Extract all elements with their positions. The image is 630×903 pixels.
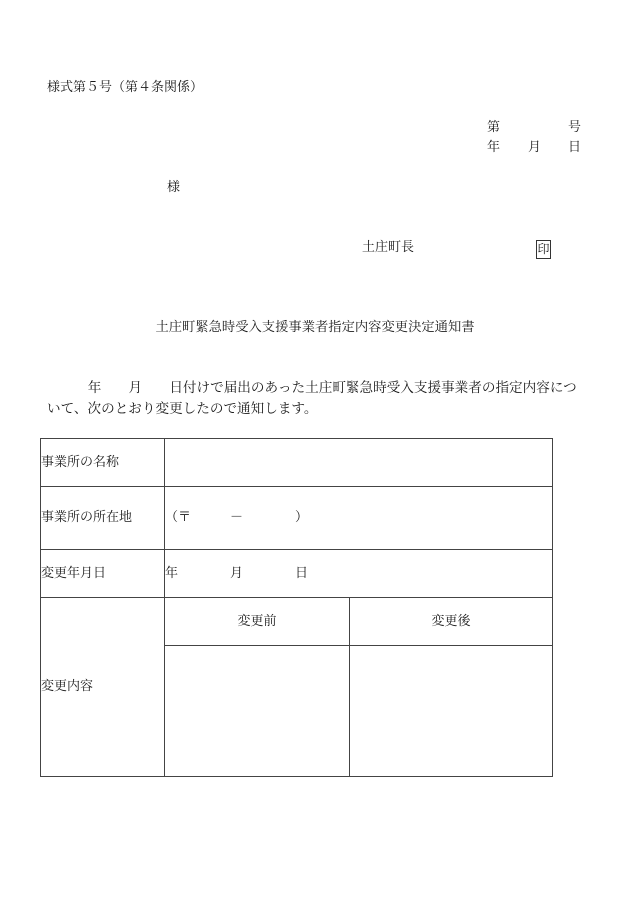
table-row-change-date — [41, 550, 553, 598]
business-address-label: 事業所の所在地 — [41, 487, 165, 550]
issuer-title: 土庄町長 — [362, 240, 415, 255]
change-after-value — [350, 646, 553, 777]
business-name-value — [165, 439, 553, 487]
issue-date-month: 月 — [528, 140, 542, 155]
change-details-label: 変更内容 — [41, 598, 165, 777]
table-row-change-details-header — [41, 598, 553, 646]
body-text-line-2: いて、次のとおり変更したので通知します。 — [47, 401, 318, 417]
document-number-prefix: 第 — [487, 120, 501, 135]
business-address-value: （〒 － ） — [165, 487, 553, 550]
issue-date-year: 年 — [487, 140, 501, 155]
seal-mark: 印 — [536, 240, 551, 259]
document-title: 土庄町緊急時受入支援事業者指定内容変更決定通知書 — [155, 320, 475, 335]
addressee-honorific: 様 — [167, 180, 181, 195]
table-row-business-name — [41, 439, 553, 487]
table-row-business-address — [41, 487, 553, 550]
document-number-suffix: 号 — [568, 120, 582, 135]
change-date-label: 変更年月日 — [41, 550, 165, 598]
change-before-value — [165, 646, 350, 777]
form-number: 様式第５号（第４条関係） — [47, 80, 204, 95]
business-name-label: 事業所の名称 — [41, 439, 165, 487]
body-text-line-1: 年 月 日付けで届出のあった土庄町緊急時受入支援事業者の指定内容につ — [47, 380, 577, 396]
business-info-table — [40, 438, 553, 777]
change-date-value: 年 月 日 — [165, 550, 553, 598]
change-after-header: 変更後 — [350, 598, 553, 646]
change-before-header: 変更前 — [165, 598, 350, 646]
issue-date-day: 日 — [568, 140, 582, 155]
